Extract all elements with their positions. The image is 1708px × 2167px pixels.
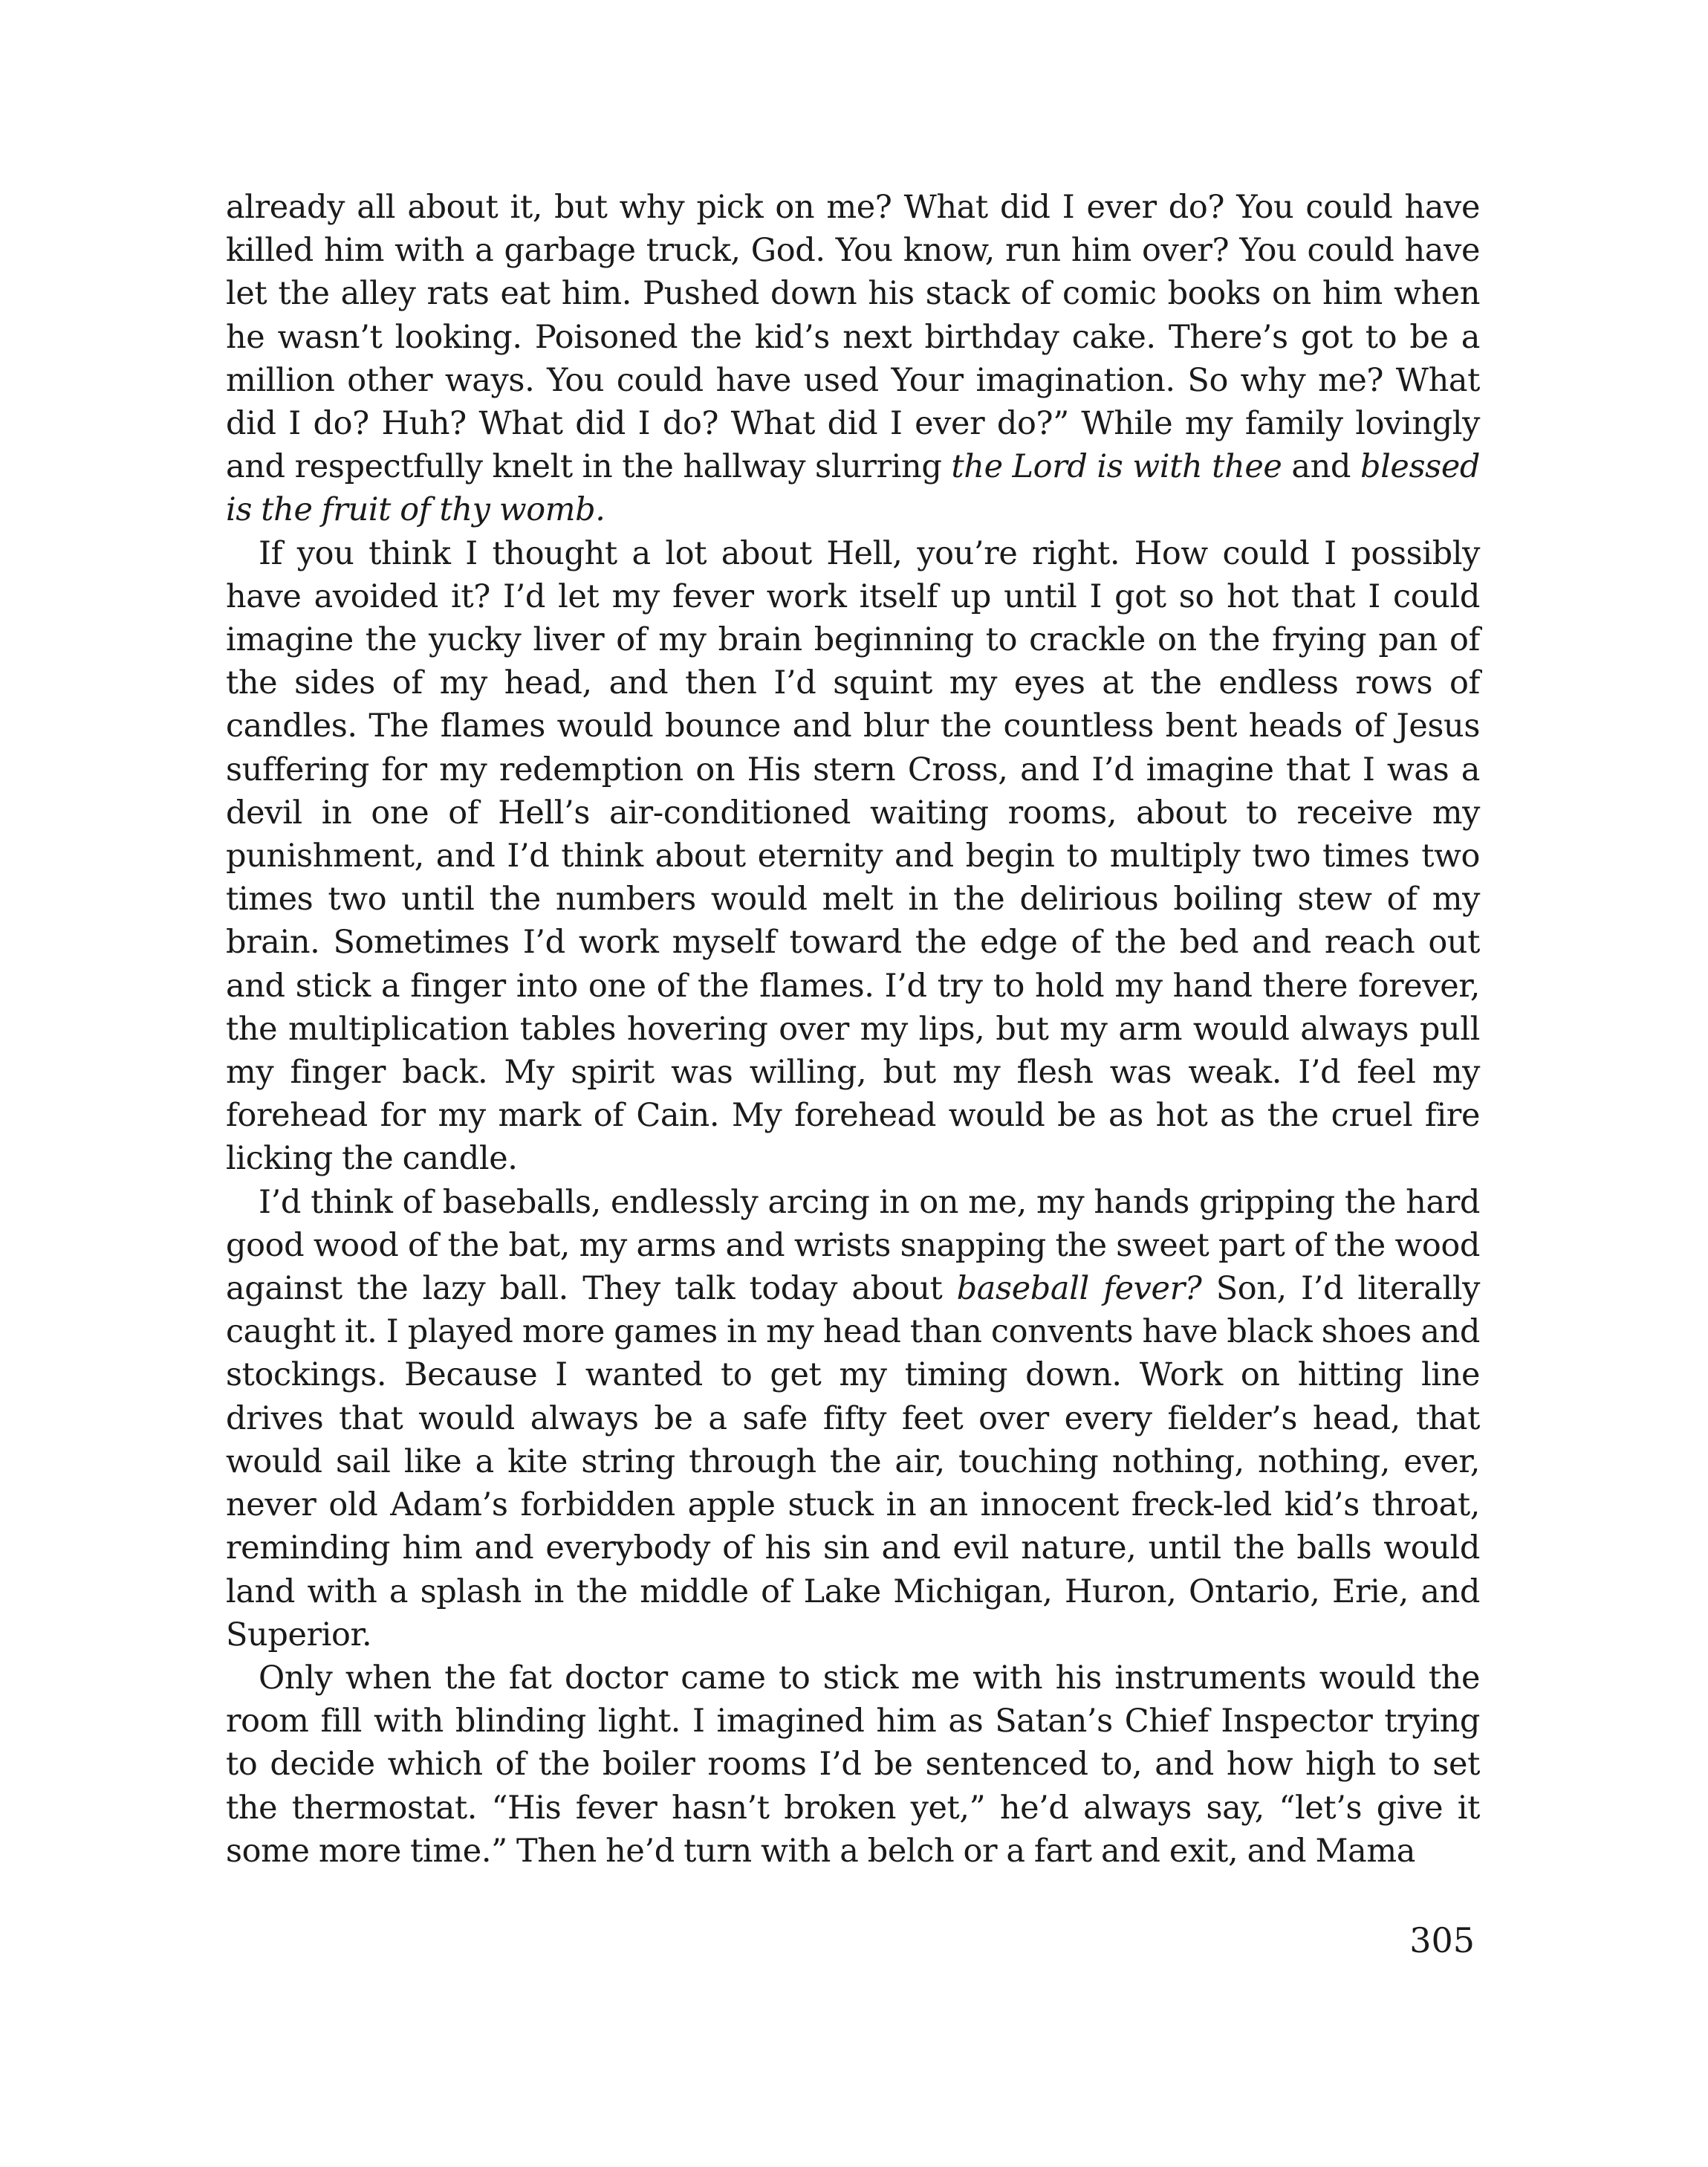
paragraph-1-italic-1: the Lord is with thee (951, 448, 1282, 486)
page-number: 305 (1409, 1920, 1475, 1960)
paragraph-4 (226, 1656, 1480, 1873)
paragraph-3-text-2: Son, I’d literally caught it. I played more games in my head than convents have black shoes and stockings. Because I wanted to get my timing down. Work on hitting line drives that would always be a safe fifty feet over every fielder’s head, that would sail like a kite string through the air, touching nothing, nothing, ever, never old Adam’s forbidden apple stuck in an innocent freck-led kid’s throat, reminding him and everybody of his sin and evil nature, until the balls would land with a splash in the middle of Lake Michigan, Huron, Ontario, Erie, and Superior. (226, 1270, 1480, 1653)
paragraph-3 (226, 1181, 1480, 1656)
paragraph-3-italic-1: baseball fever? (956, 1270, 1202, 1308)
body-text (226, 186, 1480, 1873)
paragraph-1 (226, 186, 1480, 532)
paragraph-1-text-2: and (1282, 448, 1360, 486)
paragraph-3-text-1: I’d think of baseballs, endlessly arcing in on me, my hands gripping the hard good wood of the bat, my arms and wrists snapping the sweet part of the wood against the lazy ball. They talk today about (226, 1183, 1480, 1308)
paragraph-2-text-1: If you think I thought a lot about Hell, you’re right. How could I possibly have avoided it? I’d let my fever work itself up until I got so hot that I could imagine the yucky liver of my brain beginning to crackle on the frying pan of the sides of my head, and then I’d squint my eyes at the endless rows of candles. The flames would bounce and blur the countless bent heads of Jesus suffering for my redemption on His stern Cross, and I’d imagine that I was a devil in one of Hell’s air-conditioned waiting rooms, about to receive my punishment, and I’d think about eternity and begin to multiply two times two times two until the numbers would melt in the delirious boiling stew of my brain. Sometimes I’d work myself toward the edge of the bed and reach out and stick a finger into one of the flames. I’d try to hold my hand there forever, the multiplication tables hovering over my lips, but my arm would always pull my finger back. My spirit was willing, but my flesh was weak. I’d feel my forehead for my mark of Cain. My forehead would be as hot as the cruel fire licking the candle. (226, 534, 1480, 1178)
paragraph-1-text-1: already all about it, but why pick on me? What did I ever do? You could have killed him with a garbage truck, God. You know, run him over? You could have let the alley rats eat him. Pushed down his stack of comic books on him when he wasn’t looking. Poisoned the kid’s next birthday cake. There’s got to be a million other ways. You could have used Your imagination. So why me? What did I do? Huh? What did I do? What did I ever do?” While my family lovingly and respectfully knelt in the hallway slurring (226, 189, 1480, 486)
paragraph-2 (226, 532, 1480, 1181)
paragraph-4-text-1: Only when the fat doctor came to stick me with his instruments would the room fill with blinding light. I imagined him as Satan’s Chief Inspector trying to decide which of the boiler rooms I’d be sentenced to, and how high to set the thermostat. “His fever hasn’t broken yet,” he’d always say, “let’s give it some more time.” Then he’d turn with a belch or a fart and exit, and Mama (226, 1659, 1480, 1870)
paragraph-1-italic-2: blessed is the fruit of thy womb. (226, 448, 1480, 529)
